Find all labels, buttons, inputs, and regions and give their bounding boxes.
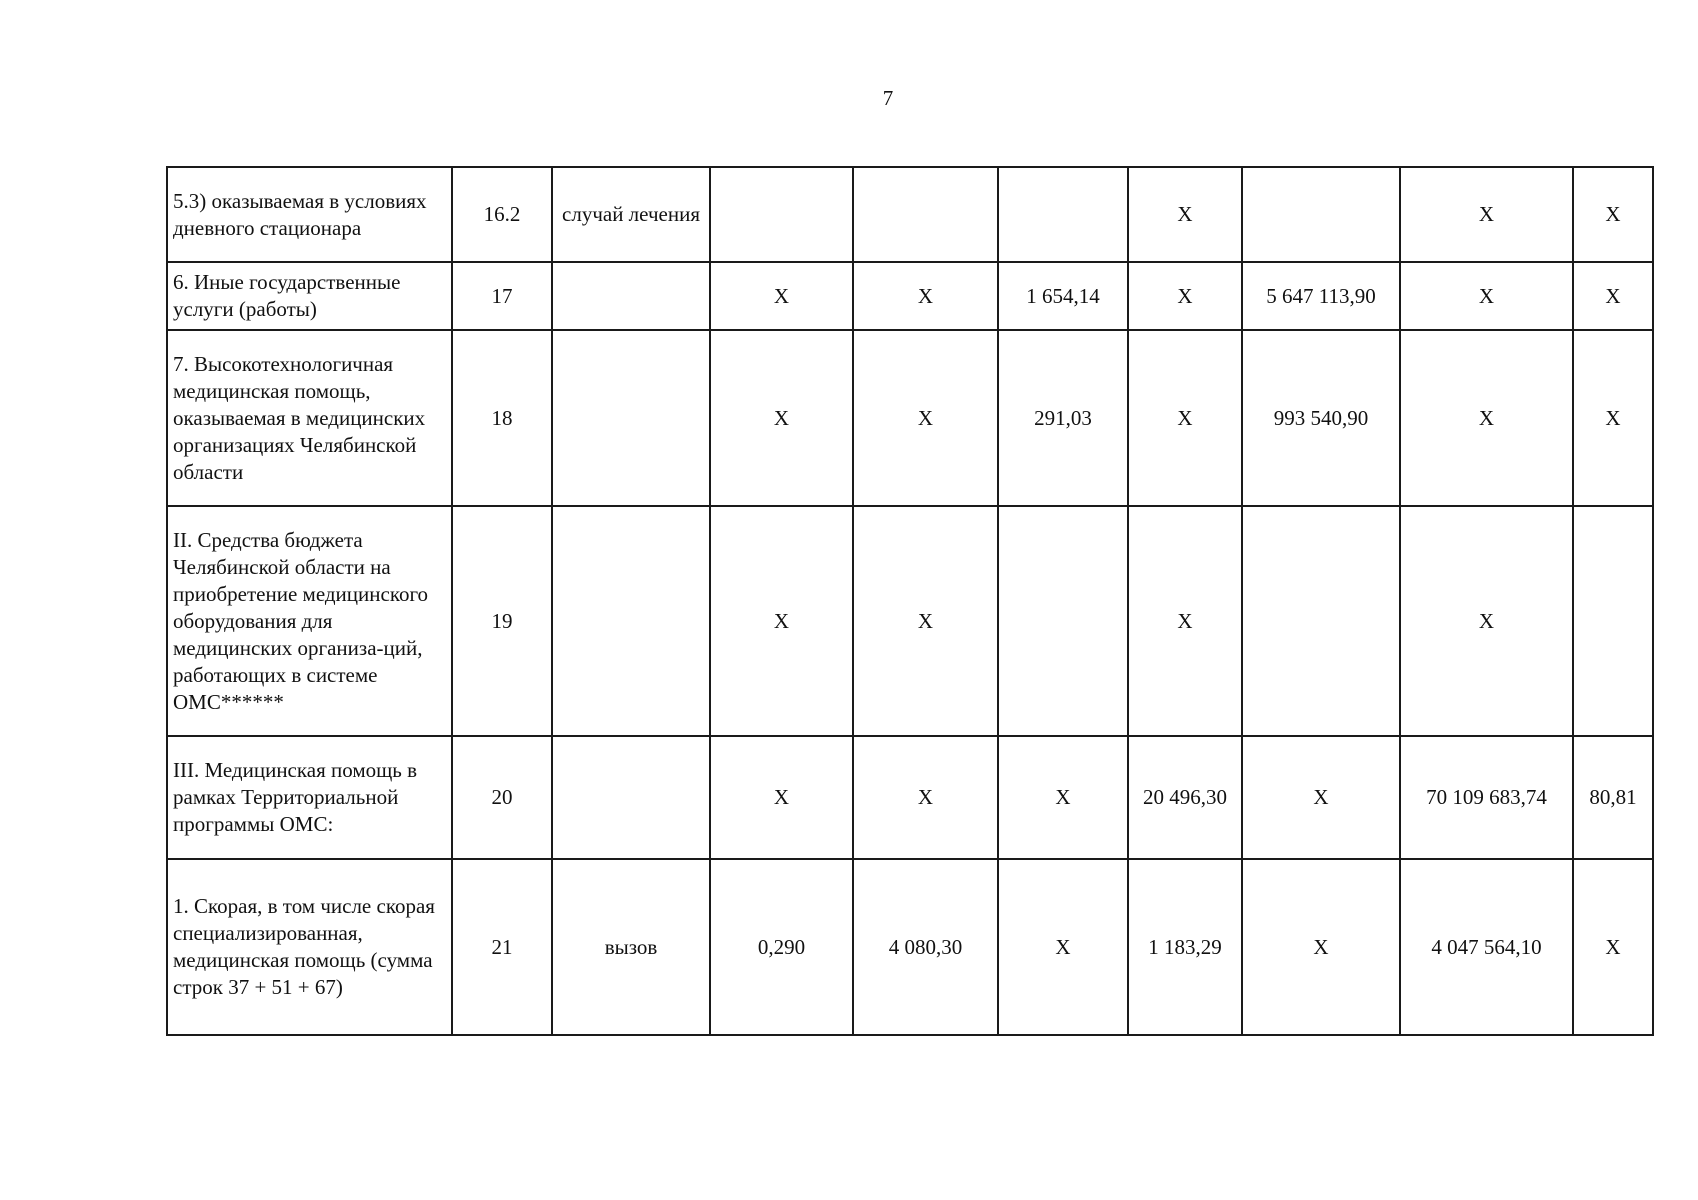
row-name: 5.3) оказываемая в условиях дневного стационара: [167, 167, 452, 262]
table-row: [167, 330, 1653, 506]
cell: Х: [1128, 167, 1242, 262]
row-number: 16.2: [452, 167, 552, 262]
cell: Х: [1400, 167, 1573, 262]
cell: 4 047 564,10: [1400, 859, 1573, 1035]
cell: Х: [853, 736, 998, 859]
cell: 70 109 683,74: [1400, 736, 1573, 859]
table-row: [167, 262, 1653, 330]
cell: Х: [1242, 736, 1400, 859]
cell: Х: [1400, 506, 1573, 736]
cell: 80,81: [1573, 736, 1653, 859]
page-number: 7: [882, 86, 894, 110]
cell: Х: [853, 262, 998, 330]
row-number: 18: [452, 330, 552, 506]
row-number: 19: [452, 506, 552, 736]
cell: Х: [710, 330, 853, 506]
cell: 5 647 113,90: [1242, 262, 1400, 330]
cell: Х: [710, 262, 853, 330]
cell: [998, 167, 1128, 262]
cell: 993 540,90: [1242, 330, 1400, 506]
row-unit: случай лечения: [552, 167, 710, 262]
cell: 4 080,30: [853, 859, 998, 1035]
cell: Х: [1400, 262, 1573, 330]
cell: Х: [998, 736, 1128, 859]
cell: Х: [1400, 330, 1573, 506]
cell: Х: [1573, 167, 1653, 262]
row-name: III. Медицинская помощь в рамках Территориальной программы ОМС:: [167, 736, 452, 859]
cell: Х: [1128, 506, 1242, 736]
cell: Х: [1128, 262, 1242, 330]
data-table: [166, 166, 1654, 1036]
cell: 0,290: [710, 859, 853, 1035]
cell: Х: [1573, 262, 1653, 330]
row-unit: [552, 736, 710, 859]
cell: [1573, 506, 1653, 736]
row-unit: [552, 330, 710, 506]
cell: 20 496,30: [1128, 736, 1242, 859]
cell: [710, 167, 853, 262]
cell: Х: [853, 506, 998, 736]
row-number: 20: [452, 736, 552, 859]
table-row: [167, 506, 1653, 736]
table-row: [167, 167, 1653, 262]
cell: Х: [853, 330, 998, 506]
row-unit: [552, 262, 710, 330]
cell: Х: [710, 736, 853, 859]
cell: [1242, 506, 1400, 736]
cell: Х: [1573, 859, 1653, 1035]
cell: Х: [998, 859, 1128, 1035]
row-number: 17: [452, 262, 552, 330]
row-name: II. Средства бюджета Челябинской области на приобретение медицинского оборудования для медицинских организа-ций, работающих в системе ОМС******: [167, 506, 452, 736]
cell: [853, 167, 998, 262]
cell: 291,03: [998, 330, 1128, 506]
row-unit: [552, 506, 710, 736]
row-name: 6. Иные государственные услуги (работы): [167, 262, 452, 330]
cell: 1 183,29: [1128, 859, 1242, 1035]
cell: Х: [1573, 330, 1653, 506]
cell: Х: [1242, 859, 1400, 1035]
table-row: [167, 736, 1653, 859]
cell: Х: [1128, 330, 1242, 506]
cell: [1242, 167, 1400, 262]
cell: Х: [710, 506, 853, 736]
table-row: [167, 859, 1653, 1035]
cell: 1 654,14: [998, 262, 1128, 330]
cell: [998, 506, 1128, 736]
row-name: 1. Скорая, в том числе скорая специализированная, медицинская помощь (сумма строк 37 + 51 + 67): [167, 859, 452, 1035]
row-number: 21: [452, 859, 552, 1035]
row-unit: вызов: [552, 859, 710, 1035]
row-name: 7. Высокотехнологичная медицинская помощь, оказываемая в медицинских организациях Челябинской области: [167, 330, 452, 506]
